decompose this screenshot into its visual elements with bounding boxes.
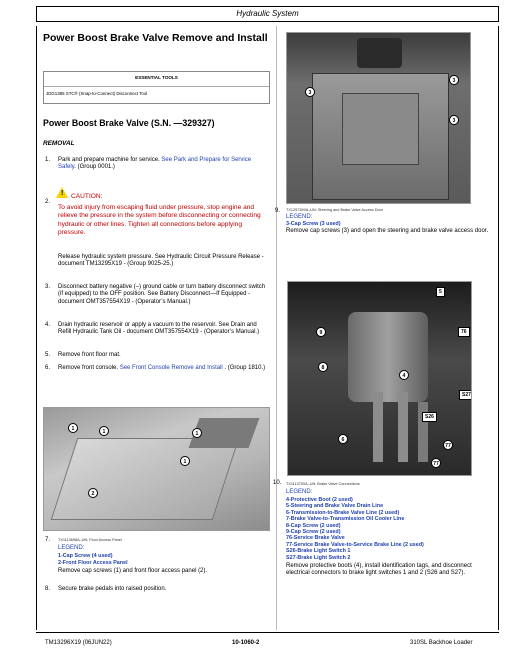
page-header-title: Hydraulic System: [236, 9, 299, 18]
legend-item: S27-Brake Light Switch 2: [286, 554, 351, 561]
caution-text: To avoid injury from escaping fluid under pressure, stop engine and relieve the pressure in the system before disconnecting or connecting hydraulic or other lines. Tighten all connections before applying pressure.: [58, 204, 261, 237]
callout: 1: [68, 423, 78, 433]
warning-icon: !: [55, 186, 69, 200]
step-1: [58, 157, 268, 172]
callout: 76: [458, 327, 470, 337]
caution-title: CAUTION:: [71, 193, 103, 200]
step-10-text: Remove protective boots (4), install identification tags, and disconnect electrical connectors to brake light switches 1 and 2 (S26 and S27).: [286, 563, 472, 577]
callout: 3: [449, 75, 459, 85]
callout: 1: [180, 456, 190, 466]
callout: 4: [399, 370, 409, 380]
left-margin-rule: [36, 26, 37, 630]
step-tail: . (Group 0001.): [74, 164, 115, 171]
step-number: 4.: [45, 322, 51, 328]
legend-item: 6-Transmission-to-Brake Valve Line (2 used): [286, 509, 400, 516]
step-7-text: Remove cap screws (1) and front floor access panel (2).: [58, 568, 208, 574]
callout: 8: [318, 362, 328, 372]
legend-item: 77-Service Brake Valve-to-Service Brake Line (2 used): [286, 541, 424, 548]
step-number: 10.: [273, 480, 282, 486]
footer-page-number: 10-1060-2: [232, 640, 260, 646]
floor-access-panel-photo: [43, 407, 270, 531]
callout: 6: [338, 434, 348, 444]
column-divider: [276, 26, 277, 630]
figure-caption: TX1113698A–UN: Floor Access Panel: [58, 538, 122, 542]
callout: 2: [88, 488, 98, 498]
callout: 3: [449, 115, 459, 125]
figure-caption: TX1113700A–UN: Brake Valve Connections: [286, 482, 360, 486]
legend-item: 3-Cap Screw (3 used): [286, 221, 341, 227]
step-number: 1.: [45, 157, 51, 163]
step-5-text: Remove front floor mat.: [58, 352, 121, 358]
legend-item: 5-Steering and Brake Valve Drain Line: [286, 503, 384, 510]
legend-item: 9-Cap Screw (2 used): [286, 529, 341, 536]
legend-item: 4-Protective Boot (2 used): [286, 497, 353, 503]
step-text: Park and prepare machine for service.: [58, 157, 160, 163]
right-margin-rule: [498, 26, 499, 630]
legend-item: 8-Cap Screw (2 used): [286, 522, 341, 529]
footer-model: 310SL Backhoe Loader: [410, 640, 473, 646]
step-3-text: Disconnect battery negative (–) ground cable or turn battery disconnect switch (if equipped) to the OFF position. See Battery Disconnect—If Equipped - document OMT357554X19 - (Operator’s Manual.): [58, 284, 266, 305]
callout: 77: [431, 458, 441, 468]
step-number: 7.: [45, 537, 51, 543]
removal-heading: REMOVAL: [43, 140, 75, 147]
step-4-text: Drain hydraulic reservoir or apply a vacuum to the reservoir. See Drain and Refill Hydraulic Tank Oil - document OMT357554X19 - (Operator’s Manual.): [58, 322, 260, 336]
step-6: [58, 365, 270, 372]
step-8-text: Secure brake pedals into raised position.: [58, 586, 167, 592]
legend-item: S26-Brake Light Switch 1: [286, 548, 351, 555]
callout: 3: [305, 87, 315, 97]
step-2-text: Release hydraulic system pressure. See Hydraulic Circuit Pressure Release - document TM13295X19 - (Group 9025-25.): [58, 254, 264, 268]
step-text: Remove front console.: [58, 365, 119, 371]
step-number: 8.: [45, 586, 51, 592]
step-number: 5.: [45, 352, 51, 358]
section-title: Power Boost Brake Valve Remove and Install: [43, 32, 268, 44]
legend-item: 1-Cap Screw (4 used): [58, 553, 113, 559]
brake-valve-connections-photo: [287, 281, 472, 476]
essential-tools-heading: ESSENTIAL TOOLS: [135, 75, 178, 80]
callout: 1: [192, 428, 202, 438]
step-number: 2.: [45, 199, 51, 205]
callout: 77: [443, 440, 453, 450]
callout: 9: [316, 327, 326, 337]
front-console-link[interactable]: See Front Console Remove and Install: [119, 365, 223, 371]
step-number: 6.: [45, 365, 51, 371]
legend-title: LEGEND:: [58, 545, 85, 551]
legend-item: 7-Brake Valve-to-Transmission Oil Cooler Line: [286, 516, 405, 523]
footer-rule: [36, 632, 499, 633]
legend-item: 2-Front Floor Access Panel: [58, 560, 128, 566]
callout: S27: [459, 390, 472, 400]
legend-title: LEGEND:: [286, 214, 313, 220]
subsection-title: Power Boost Brake Valve (S.N. —329327): [43, 118, 215, 128]
callout: 1: [99, 426, 109, 436]
legend-item: 76-Service Brake Valve: [286, 535, 345, 542]
legend-list: [286, 497, 496, 561]
footer-doc-id: TM13296X19 (06JUN22): [45, 640, 112, 646]
table-divider: [44, 86, 269, 87]
essential-tools-row: JDG1385 STC® (Snap-to-Connect) Disconnect Tool: [46, 91, 148, 96]
step-number: 9.: [275, 208, 281, 214]
park-prepare-link[interactable]: See Park and Prepare for Service Safely: [58, 157, 252, 171]
legend-title: LEGEND:: [286, 489, 313, 495]
step-number: 3.: [45, 284, 51, 290]
callout: 5: [436, 287, 445, 297]
step-tail: . (Group 1810.): [224, 365, 266, 371]
access-door-photo: [286, 32, 471, 204]
figure-caption: TX1257359A–UN: Steering and Brake Valve Access Door: [286, 208, 384, 212]
step-9-text: Remove cap screws (3) and open the steering and brake valve access door.: [286, 228, 489, 234]
callout: S26: [422, 412, 437, 422]
